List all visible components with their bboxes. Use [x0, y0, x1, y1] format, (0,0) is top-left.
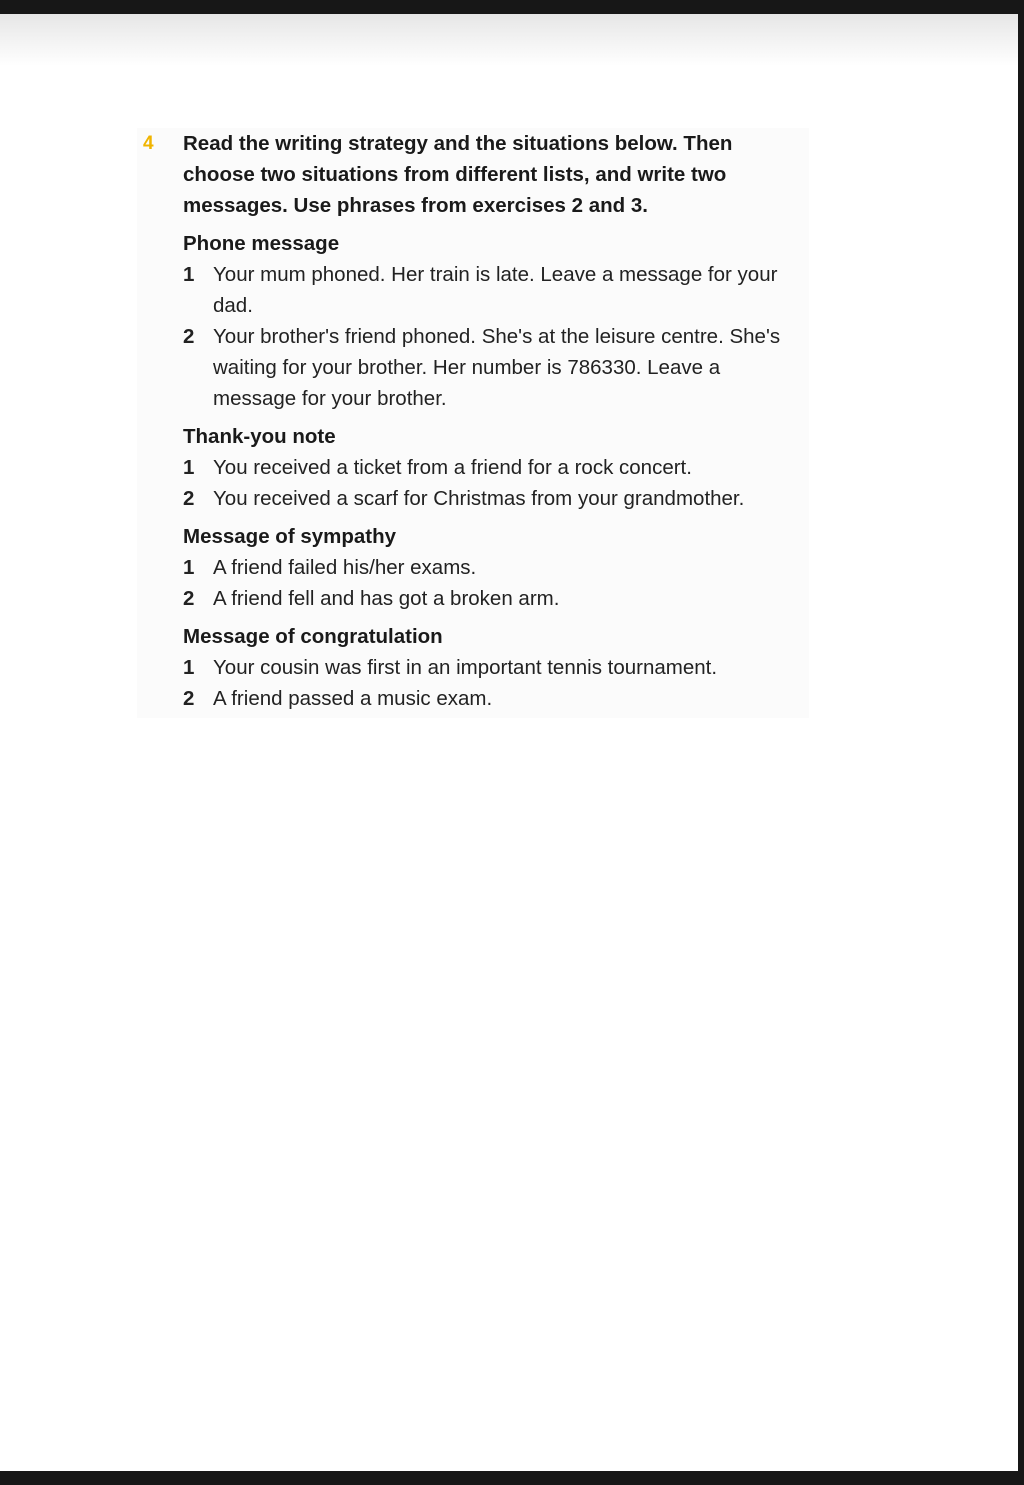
exercise-number: 4 — [143, 133, 154, 154]
item-number: 2 — [183, 687, 195, 710]
list-item — [183, 683, 803, 714]
exercise-block — [137, 128, 809, 718]
item-text: Your brother's friend phoned. She's at the leisure centre. She's waiting for your brother. Her number is 786330. Leave a message for your brother. — [213, 325, 781, 410]
item-number: 1 — [183, 656, 195, 679]
list-item — [183, 452, 803, 483]
item-text: You received a ticket from a friend for a rock concert. — [213, 456, 692, 479]
list-item — [183, 583, 803, 614]
list-item — [183, 321, 803, 414]
item-number: 2 — [183, 325, 195, 348]
list-item — [183, 652, 803, 683]
exercise-instructions: Read the writing strategy and the situations below. Then choose two situations from different lists, and write two messages. Use phrases from exercises 2 and 3. — [183, 132, 733, 217]
bottom-frame-bar — [0, 1471, 1024, 1485]
section-title: Thank-you note — [183, 425, 336, 448]
item-text: A friend passed a music exam. — [213, 687, 493, 710]
list-item — [183, 259, 803, 321]
item-number: 2 — [183, 587, 195, 610]
list-item — [183, 552, 803, 583]
item-text: A friend failed his/her exams. — [213, 556, 477, 579]
section-title: Message of sympathy — [183, 525, 397, 548]
document-page — [0, 66, 1018, 1471]
section-title: Phone message — [183, 232, 340, 255]
item-text: A friend fell and has got a broken arm. — [213, 587, 560, 610]
item-number: 1 — [183, 556, 195, 579]
section-thank-you-note — [183, 422, 809, 514]
section-phone-message — [183, 229, 809, 414]
section-message-of-congratulation — [183, 622, 809, 714]
top-shadow — [0, 14, 1018, 66]
item-text: You received a scarf for Christmas from your grandmother. — [213, 487, 745, 510]
right-frame-bar — [1018, 0, 1024, 1485]
item-number: 2 — [183, 487, 195, 510]
item-text: Your mum phoned. Her train is late. Leave a message for your dad. — [213, 263, 778, 317]
item-text: Your cousin was first in an important tennis tournament. — [213, 656, 718, 679]
item-number: 1 — [183, 263, 195, 286]
item-number: 1 — [183, 456, 195, 479]
list-item — [183, 483, 803, 514]
section-message-of-sympathy — [183, 522, 809, 614]
section-title: Message of congratulation — [183, 625, 443, 648]
top-frame-bar — [0, 0, 1024, 14]
